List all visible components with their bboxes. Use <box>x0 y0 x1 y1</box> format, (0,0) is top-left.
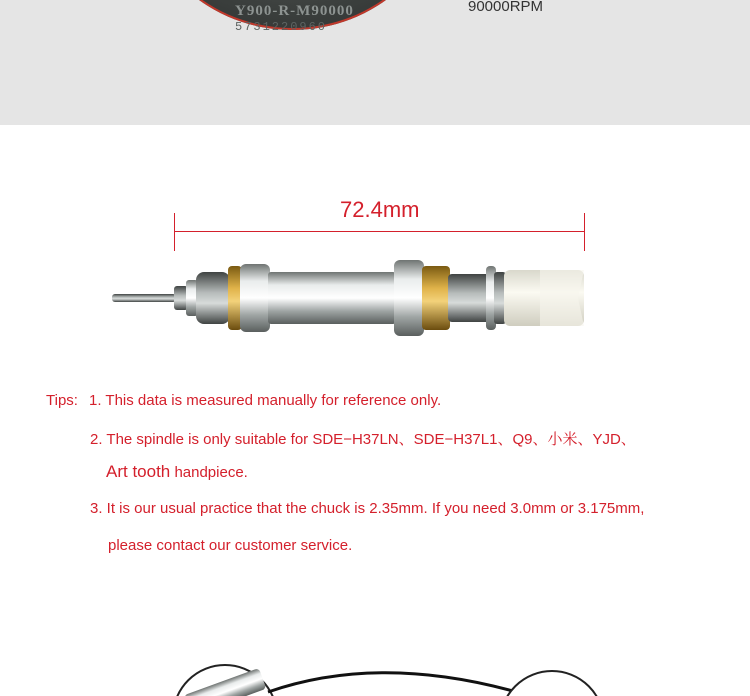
spindle-image <box>0 250 750 350</box>
tip-item-1: 1. This data is measured manually for reference only. <box>89 392 442 409</box>
tip-item-2-brand: Art tooth <box>106 462 171 481</box>
dimension-line <box>174 231 585 232</box>
tip-item-3-line-2: please contact our customer service. <box>108 537 353 554</box>
motor-model-marking: Y900-R-M90000 <box>235 3 354 19</box>
tip-item-2-line-2 <box>106 462 248 482</box>
tip-item-3-line-1: 3. It is our usual practice that the chuck is 2.35mm. If you need 3.0mm or 3.175mm, <box>90 500 645 517</box>
motor-photo-band <box>0 0 750 125</box>
length-dimension-label: 72.4mm <box>340 197 420 222</box>
motor-serial-marking: 5731220960 <box>235 20 328 34</box>
dimension-tick-right <box>584 213 585 251</box>
dimension-tick-left <box>174 213 175 251</box>
tip-item-2-line-1: 2. The spindle is only suitable for SDE−H37LN、SDE−H37L1、Q9、小米、YJD、 <box>90 431 636 448</box>
bottom-detail-image <box>0 655 750 696</box>
tips-heading: Tips: <box>46 392 78 409</box>
speed-label: 90000RPM <box>468 0 544 15</box>
tip-item-2-suffix: handpiece. <box>174 464 248 481</box>
